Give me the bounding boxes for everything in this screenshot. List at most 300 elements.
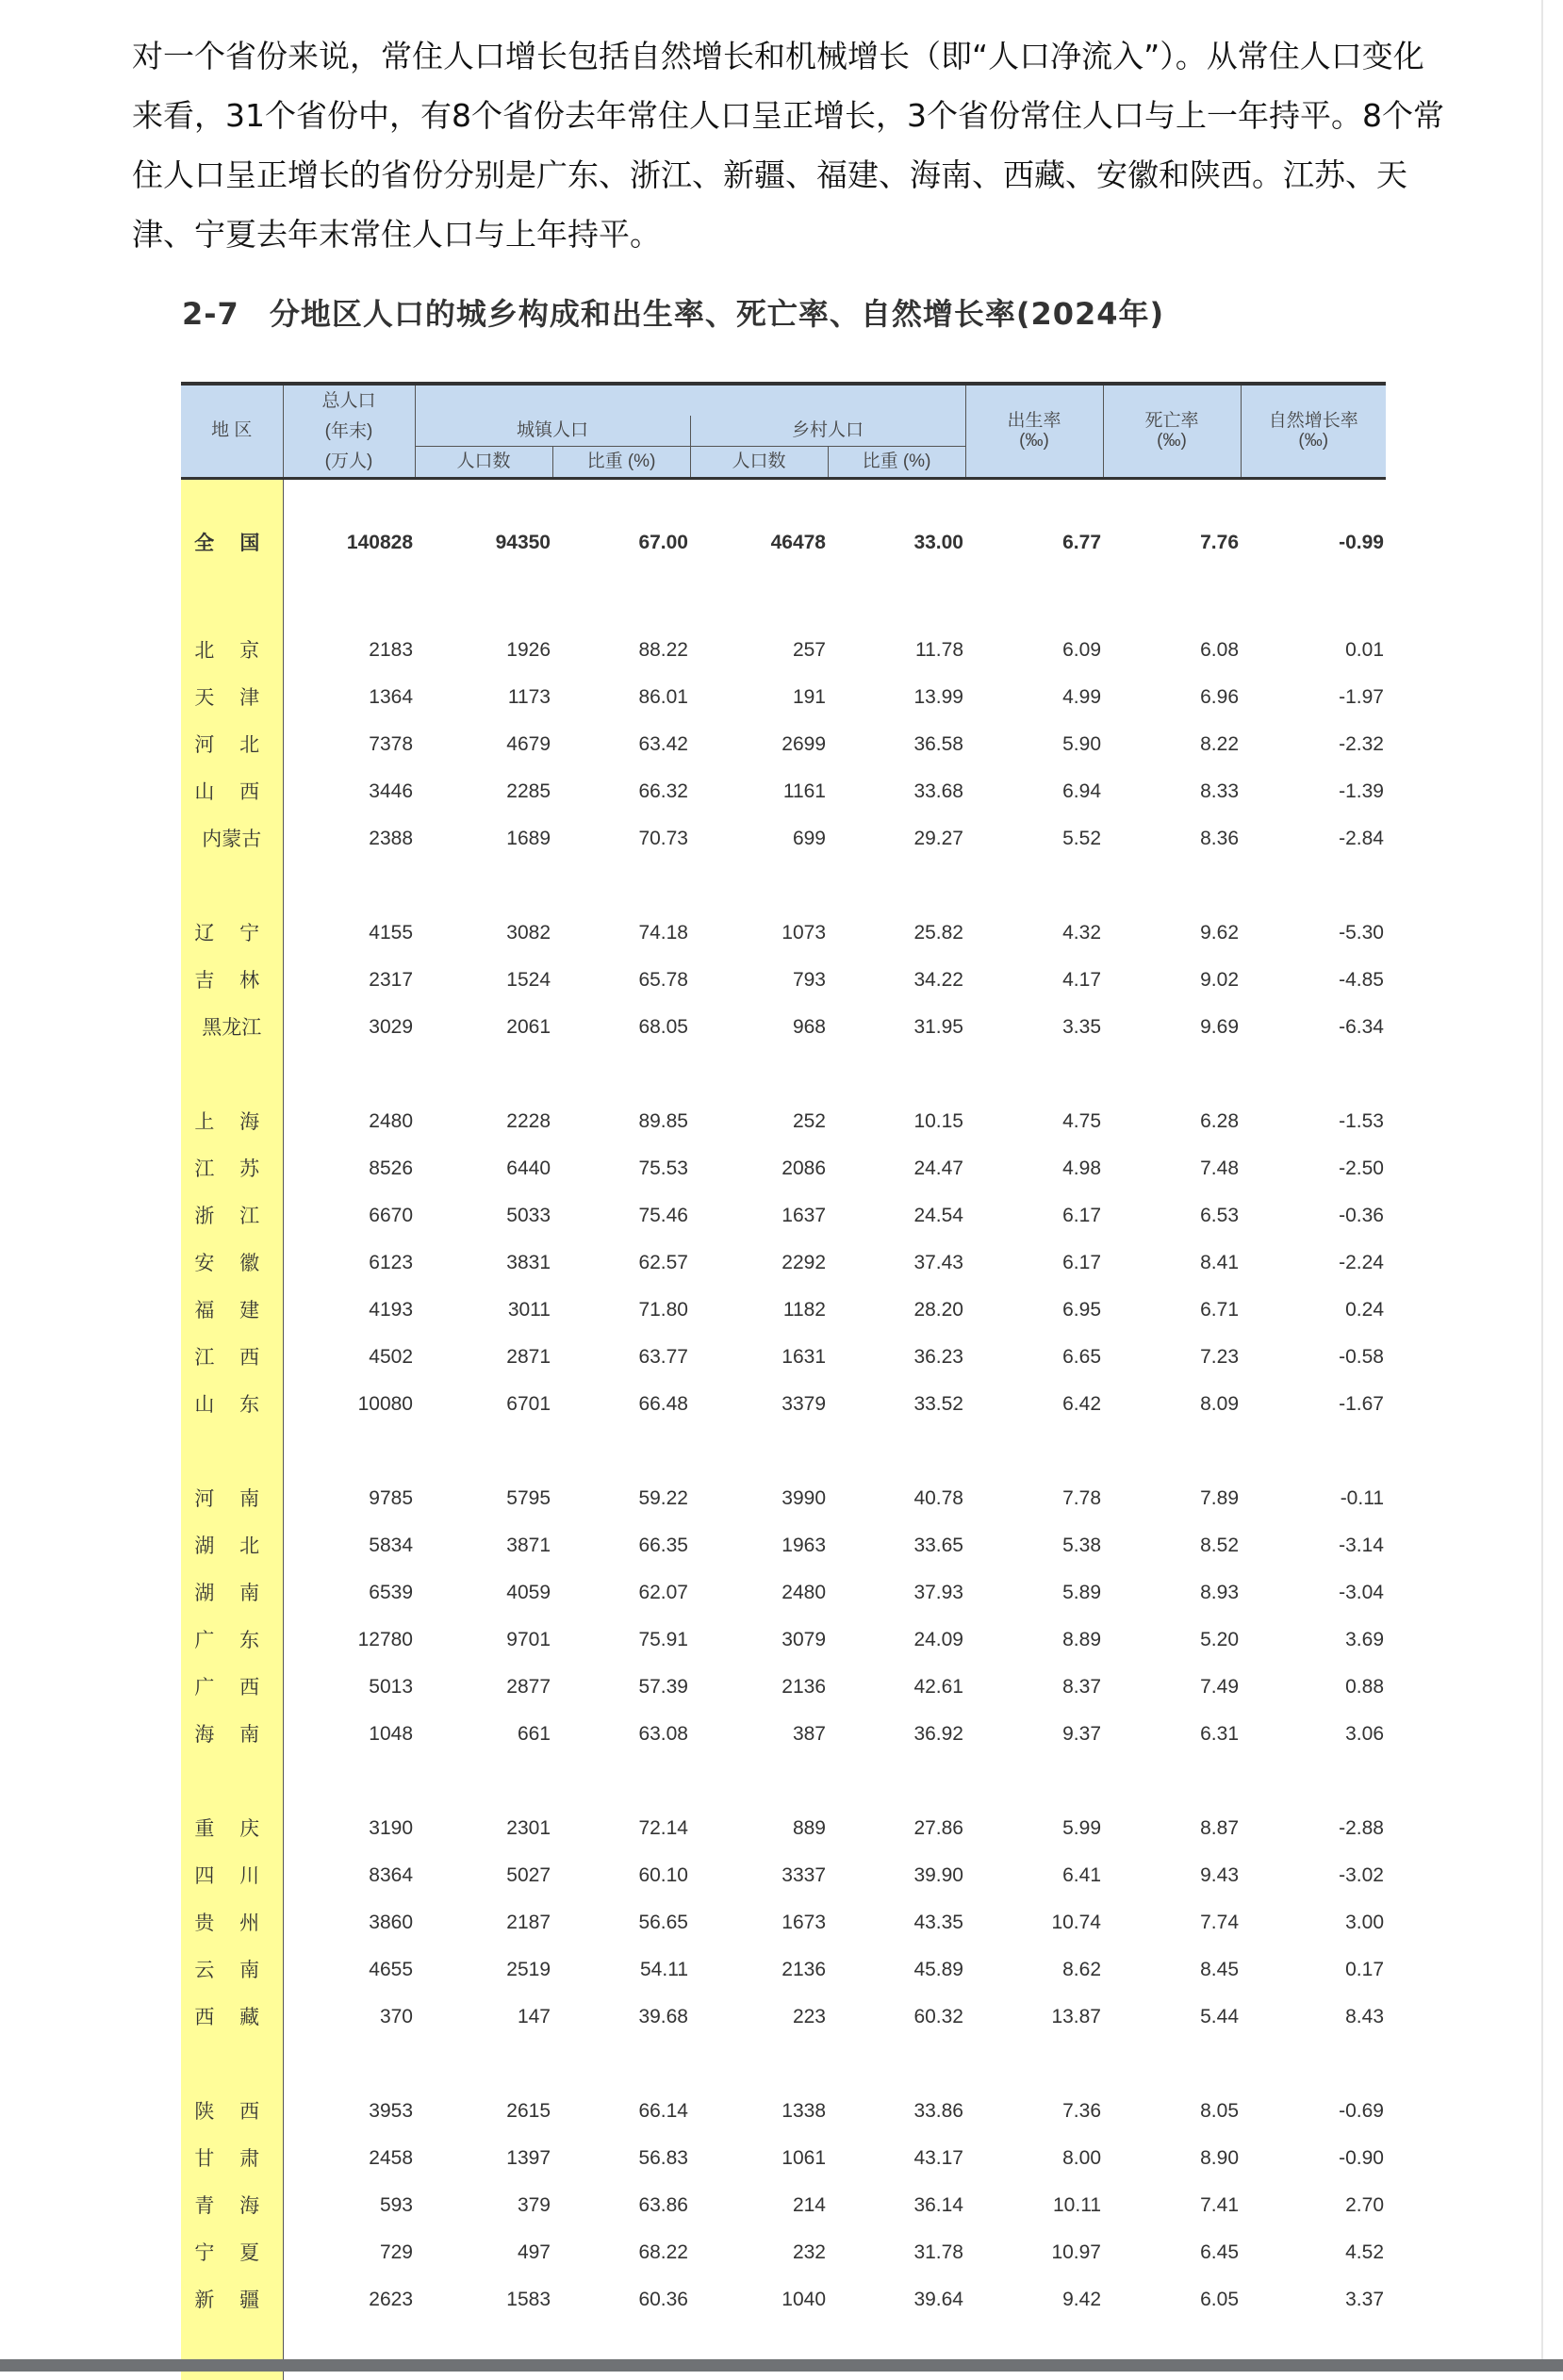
cell-growth-rate: -5.30 [1241, 910, 1386, 957]
cell-death-rate: 8.52 [1103, 1522, 1241, 1569]
cell-total: 8364 [283, 1852, 415, 1899]
cell-urban-count: 5795 [415, 1475, 552, 1522]
table-row [181, 2135, 1386, 2182]
cell-rural-share: 39.64 [828, 2276, 965, 2323]
header-rural: 乡村人口 [690, 416, 965, 447]
cell-rural-count: 3990 [690, 1475, 828, 1522]
cell-growth-rate: 0.24 [1241, 1287, 1386, 1334]
table-row [181, 1617, 1386, 1664]
cell-urban-count: 2301 [415, 1805, 552, 1852]
cell-birth-rate: 6.17 [965, 1192, 1103, 1239]
cell-birth-rate: 6.94 [965, 768, 1103, 815]
header-birth-rate [965, 384, 1103, 479]
header-growth-rate-label: 自然增长率 [1242, 412, 1387, 432]
table-row [181, 1287, 1386, 1334]
cell-rural-count: 1637 [690, 1192, 828, 1239]
cell-birth-rate: 3.35 [965, 1004, 1103, 1051]
table-row [181, 815, 1386, 862]
cell-rural-share: 42.61 [828, 1664, 965, 1711]
header-region: 地 区 [181, 384, 283, 479]
cell-birth-rate: 4.17 [965, 957, 1103, 1004]
cell-rural-share: 25.82 [828, 910, 965, 957]
cell-birth-rate: 6.42 [965, 1381, 1103, 1428]
table-row [181, 2276, 1386, 2323]
region-name: 湖 南 [181, 1569, 283, 1617]
cell-urban-share: 59.22 [552, 1475, 690, 1522]
cell-rural-share: 13.99 [828, 674, 965, 721]
region-name: 湖 北 [181, 1522, 283, 1569]
cell-birth-rate: 4.32 [965, 910, 1103, 957]
cell-growth-rate: 3.00 [1241, 1899, 1386, 1946]
national-row [181, 506, 1386, 580]
cell-urban-count: 94350 [415, 506, 552, 580]
cell-death-rate: 8.09 [1103, 1381, 1241, 1428]
table-row [181, 1334, 1386, 1381]
cell-urban-count: 1689 [415, 815, 552, 862]
header-birth-rate-unit: (‰) [966, 432, 1103, 451]
cell-total: 7378 [283, 721, 415, 768]
cell-rural-count: 1338 [690, 2088, 828, 2135]
cell-rural-share: 31.95 [828, 1004, 965, 1051]
page-edge [1541, 0, 1543, 2359]
cell-urban-count: 9701 [415, 1617, 552, 1664]
cell-death-rate: 7.89 [1103, 1475, 1241, 1522]
cell-rural-share: 11.78 [828, 627, 965, 674]
cell-urban-count: 2285 [415, 768, 552, 815]
region-name: 浙 江 [181, 1192, 283, 1239]
cell-total: 4502 [283, 1334, 415, 1381]
cell-urban-share: 57.39 [552, 1664, 690, 1711]
group-gap-row [181, 580, 1386, 627]
cell-urban-count: 5027 [415, 1852, 552, 1899]
table-row [181, 1098, 1386, 1145]
table-row [181, 1664, 1386, 1711]
cell-rural-count: 214 [690, 2182, 828, 2229]
cell-birth-rate: 4.75 [965, 1098, 1103, 1145]
table-title [182, 290, 1164, 334]
cell-rural-count: 1963 [690, 1522, 828, 1569]
cell-rural-count: 3337 [690, 1852, 828, 1899]
cell-urban-count: 4059 [415, 1569, 552, 1617]
table-header [181, 384, 1386, 479]
table-row [181, 1004, 1386, 1051]
cell-death-rate: 6.71 [1103, 1287, 1241, 1334]
cell-total: 2623 [283, 2276, 415, 2323]
cell-death-rate: 7.74 [1103, 1899, 1241, 1946]
cell-death-rate: 9.69 [1103, 1004, 1241, 1051]
cell-death-rate: 8.33 [1103, 768, 1241, 815]
cell-urban-share: 70.73 [552, 815, 690, 862]
cell-growth-rate: -2.24 [1241, 1239, 1386, 1287]
group-gap-row [181, 1428, 1386, 1475]
cell-death-rate: 9.43 [1103, 1852, 1241, 1899]
cell-rural-share: 60.32 [828, 1994, 965, 2041]
region-name: 福 建 [181, 1287, 283, 1334]
table-row [181, 768, 1386, 815]
region-name: 河 北 [181, 721, 283, 768]
cell-urban-count: 3011 [415, 1287, 552, 1334]
cell-growth-rate: 0.17 [1241, 1946, 1386, 1994]
cell-rural-count: 2699 [690, 721, 828, 768]
cell-death-rate: 8.93 [1103, 1569, 1241, 1617]
cell-urban-share: 39.68 [552, 1994, 690, 2041]
cell-growth-rate: -2.32 [1241, 721, 1386, 768]
cell-urban-count: 2061 [415, 1004, 552, 1051]
cell-growth-rate: -0.58 [1241, 1334, 1386, 1381]
cell-birth-rate: 4.99 [965, 674, 1103, 721]
cell-urban-count: 6440 [415, 1145, 552, 1192]
cell-death-rate: 5.20 [1103, 1617, 1241, 1664]
cell-rural-count: 2086 [690, 1145, 828, 1192]
cell-total: 6539 [283, 1569, 415, 1617]
cell-rural-share: 27.86 [828, 1805, 965, 1852]
table-body [181, 479, 1386, 2380]
cell-urban-share: 63.86 [552, 2182, 690, 2229]
cell-death-rate: 6.05 [1103, 2276, 1241, 2323]
table-row [181, 1805, 1386, 1852]
cell-death-rate: 9.62 [1103, 910, 1241, 957]
cell-urban-count: 1173 [415, 674, 552, 721]
cell-rural-share: 36.23 [828, 1334, 965, 1381]
cell-birth-rate: 6.41 [965, 1852, 1103, 1899]
cell-rural-count: 252 [690, 1098, 828, 1145]
cell-growth-rate: -1.53 [1241, 1098, 1386, 1145]
region-name: 陕 西 [181, 2088, 283, 2135]
region-name: 吉 林 [181, 957, 283, 1004]
intro-paragraph: 对一个省份来说，常住人口增长包括自然增长和机械增长（即“人口净流入”）。从常住人口变化来看，31个省份中，有8个省份去年常住人口呈正增长，3个省份常住人口与上一年持平。8个常住人口呈正增长的省份分别是广东、浙江、新疆、福建、海南、西藏、安徽和陕西。江苏、天津、宁夏去年末常住人口与上年持平。 [132, 26, 1452, 264]
cell-rural-share: 36.14 [828, 2182, 965, 2229]
region-name: 内蒙古 [181, 815, 283, 862]
cell-birth-rate: 10.74 [965, 1899, 1103, 1946]
region-name: 辽 宁 [181, 910, 283, 957]
region-name: 四 川 [181, 1852, 283, 1899]
cell-urban-share: 60.36 [552, 2276, 690, 2323]
cell-urban-share: 56.65 [552, 1899, 690, 1946]
cell-death-rate: 7.23 [1103, 1334, 1241, 1381]
cell-urban-count: 4679 [415, 721, 552, 768]
cell-growth-rate: -2.50 [1241, 1145, 1386, 1192]
cell-rural-count: 1161 [690, 768, 828, 815]
cell-birth-rate: 6.95 [965, 1287, 1103, 1334]
cell-growth-rate: -4.85 [1241, 957, 1386, 1004]
cell-rural-share: 10.15 [828, 1098, 965, 1145]
cell-death-rate: 8.05 [1103, 2088, 1241, 2135]
cell-growth-rate: 8.43 [1241, 1994, 1386, 2041]
region-name: 广 西 [181, 1664, 283, 1711]
table-row [181, 1946, 1386, 1994]
cell-urban-count: 1397 [415, 2135, 552, 2182]
header-urban-count: 人口数 [415, 447, 552, 479]
table-row [181, 1239, 1386, 1287]
cell-total: 5013 [283, 1664, 415, 1711]
cell-rural-count: 387 [690, 1711, 828, 1758]
region-name: 云 南 [181, 1946, 283, 1994]
cell-birth-rate: 10.11 [965, 2182, 1103, 2229]
cell-birth-rate: 5.90 [965, 721, 1103, 768]
cell-growth-rate: -6.34 [1241, 1004, 1386, 1051]
cell-growth-rate: -1.39 [1241, 768, 1386, 815]
region-name: 河 南 [181, 1475, 283, 1522]
cell-birth-rate: 7.78 [965, 1475, 1103, 1522]
cell-total: 4193 [283, 1287, 415, 1334]
cell-total: 3029 [283, 1004, 415, 1051]
table-row [181, 910, 1386, 957]
cell-rural-share: 37.93 [828, 1569, 965, 1617]
region-name: 江 苏 [181, 1145, 283, 1192]
cell-birth-rate: 6.65 [965, 1334, 1103, 1381]
cell-death-rate: 8.36 [1103, 815, 1241, 862]
header-death-rate-unit: (‰) [1104, 432, 1241, 451]
cell-urban-share: 88.22 [552, 627, 690, 674]
cell-rural-count: 2480 [690, 1569, 828, 1617]
region-name: 甘 肃 [181, 2135, 283, 2182]
cell-urban-count: 3831 [415, 1239, 552, 1287]
cell-urban-share: 60.10 [552, 1852, 690, 1899]
cell-rural-count: 1631 [690, 1334, 828, 1381]
cell-rural-share: 33.86 [828, 2088, 965, 2135]
cell-rural-count: 223 [690, 1994, 828, 2041]
cell-growth-rate: -0.11 [1241, 1475, 1386, 1522]
cell-death-rate: 7.41 [1103, 2182, 1241, 2229]
cell-birth-rate: 9.37 [965, 1711, 1103, 1758]
region-name: 全 国 [181, 506, 283, 580]
cell-rural-share: 45.89 [828, 1946, 965, 1994]
cell-death-rate: 6.96 [1103, 674, 1241, 721]
cell-rural-count: 232 [690, 2229, 828, 2276]
region-name: 广 东 [181, 1617, 283, 1664]
cell-total: 2458 [283, 2135, 415, 2182]
cell-death-rate: 6.31 [1103, 1711, 1241, 1758]
cell-rural-count: 2136 [690, 1664, 828, 1711]
cell-rural-count: 1182 [690, 1287, 828, 1334]
cell-urban-count: 2615 [415, 2088, 552, 2135]
cell-birth-rate: 9.42 [965, 2276, 1103, 2323]
cell-urban-share: 89.85 [552, 1098, 690, 1145]
cell-birth-rate: 6.09 [965, 627, 1103, 674]
spacer-row [181, 479, 1386, 507]
cell-urban-count: 379 [415, 2182, 552, 2229]
cell-total: 6123 [283, 1239, 415, 1287]
table-number: 2-7 [182, 296, 239, 332]
cell-urban-share: 62.57 [552, 1239, 690, 1287]
cell-urban-count: 147 [415, 1994, 552, 2041]
table-title-text: 分地区人口的城乡构成和出生率、死亡率、自然增长率(2024年) [270, 296, 1164, 332]
cell-growth-rate: -2.84 [1241, 815, 1386, 862]
table-row [181, 1852, 1386, 1899]
cell-rural-share: 33.68 [828, 768, 965, 815]
spacer-row [181, 2323, 1386, 2380]
cell-rural-share: 24.47 [828, 1145, 965, 1192]
cell-rural-count: 191 [690, 674, 828, 721]
header-blank [415, 384, 965, 416]
cell-rural-share: 33.00 [828, 506, 965, 580]
cell-urban-share: 63.08 [552, 1711, 690, 1758]
cell-urban-count: 2877 [415, 1664, 552, 1711]
cell-total: 140828 [283, 506, 415, 580]
cell-urban-count: 2871 [415, 1334, 552, 1381]
cell-rural-count: 699 [690, 815, 828, 862]
cell-birth-rate: 5.99 [965, 1805, 1103, 1852]
cell-rural-share: 29.27 [828, 815, 965, 862]
cell-urban-share: 66.32 [552, 768, 690, 815]
cell-rural-count: 889 [690, 1805, 828, 1852]
cell-urban-share: 68.22 [552, 2229, 690, 2276]
cell-rural-share: 39.90 [828, 1852, 965, 1899]
cell-urban-share: 75.91 [552, 1617, 690, 1664]
cell-rural-share: 40.78 [828, 1475, 965, 1522]
cell-birth-rate: 5.52 [965, 815, 1103, 862]
cell-urban-share: 75.53 [552, 1145, 690, 1192]
header-total-line3: (万人) [284, 447, 415, 477]
cell-rural-count: 1073 [690, 910, 828, 957]
cell-growth-rate: -3.04 [1241, 1569, 1386, 1617]
cell-total: 370 [283, 1994, 415, 2041]
cell-death-rate: 7.76 [1103, 506, 1241, 580]
cell-total: 3190 [283, 1805, 415, 1852]
cell-urban-count: 497 [415, 2229, 552, 2276]
cell-growth-rate: 3.69 [1241, 1617, 1386, 1664]
header-rural-count: 人口数 [690, 447, 828, 479]
cell-rural-count: 793 [690, 957, 828, 1004]
cell-birth-rate: 8.00 [965, 2135, 1103, 2182]
cell-death-rate: 8.87 [1103, 1805, 1241, 1852]
cell-urban-count: 1926 [415, 627, 552, 674]
cell-total: 1048 [283, 1711, 415, 1758]
cell-rural-share: 28.20 [828, 1287, 965, 1334]
header-urban: 城镇人口 [415, 416, 690, 447]
cell-total: 729 [283, 2229, 415, 2276]
cell-urban-share: 72.14 [552, 1805, 690, 1852]
cell-urban-share: 65.78 [552, 957, 690, 1004]
cell-urban-share: 86.01 [552, 674, 690, 721]
cell-growth-rate: -1.97 [1241, 674, 1386, 721]
cell-growth-rate: 4.52 [1241, 2229, 1386, 2276]
cell-urban-share: 68.05 [552, 1004, 690, 1051]
table-row [181, 1711, 1386, 1758]
header-rural-share: 比重 (%) [828, 447, 965, 479]
cell-growth-rate: 0.01 [1241, 627, 1386, 674]
region-name: 黑龙江 [181, 1004, 283, 1051]
cell-rural-share: 43.17 [828, 2135, 965, 2182]
cell-growth-rate: -0.69 [1241, 2088, 1386, 2135]
cell-urban-share: 63.77 [552, 1334, 690, 1381]
table-row [181, 1192, 1386, 1239]
region-name: 上 海 [181, 1098, 283, 1145]
cell-death-rate: 8.22 [1103, 721, 1241, 768]
cell-urban-share: 75.46 [552, 1192, 690, 1239]
cell-total: 6670 [283, 1192, 415, 1239]
cell-urban-share: 62.07 [552, 1569, 690, 1617]
header-death-rate-label: 死亡率 [1104, 412, 1241, 432]
group-gap-row [181, 1758, 1386, 1805]
cell-growth-rate: -0.99 [1241, 506, 1386, 580]
cell-birth-rate: 8.89 [965, 1617, 1103, 1664]
cell-total: 1364 [283, 674, 415, 721]
bottom-strip [0, 2359, 1563, 2372]
header-total [283, 384, 415, 479]
cell-rural-share: 43.35 [828, 1899, 965, 1946]
cell-rural-count: 1673 [690, 1899, 828, 1946]
table-row [181, 2182, 1386, 2229]
cell-growth-rate: -2.88 [1241, 1805, 1386, 1852]
cell-rural-count: 1040 [690, 2276, 828, 2323]
cell-total: 8526 [283, 1145, 415, 1192]
cell-total: 3446 [283, 768, 415, 815]
cell-death-rate: 8.41 [1103, 1239, 1241, 1287]
cell-urban-share: 63.42 [552, 721, 690, 768]
header-death-rate [1103, 384, 1241, 479]
cell-urban-count: 3082 [415, 910, 552, 957]
cell-death-rate: 6.28 [1103, 1098, 1241, 1145]
region-name: 北 京 [181, 627, 283, 674]
region-name: 山 东 [181, 1381, 283, 1428]
cell-total: 9785 [283, 1475, 415, 1522]
cell-death-rate: 8.90 [1103, 2135, 1241, 2182]
table-row [181, 957, 1386, 1004]
region-name: 重 庆 [181, 1805, 283, 1852]
region-name: 安 徽 [181, 1239, 283, 1287]
cell-urban-count: 3871 [415, 1522, 552, 1569]
table-row [181, 1899, 1386, 1946]
population-table [181, 382, 1386, 2380]
header-urban-share: 比重 (%) [552, 447, 690, 479]
cell-total: 2317 [283, 957, 415, 1004]
cell-death-rate: 5.44 [1103, 1994, 1241, 2041]
cell-rural-share: 34.22 [828, 957, 965, 1004]
cell-total: 5834 [283, 1522, 415, 1569]
cell-urban-share: 71.80 [552, 1287, 690, 1334]
cell-growth-rate: -0.90 [1241, 2135, 1386, 2182]
region-name: 宁 夏 [181, 2229, 283, 2276]
cell-urban-count: 5033 [415, 1192, 552, 1239]
cell-urban-count: 661 [415, 1711, 552, 1758]
cell-birth-rate: 8.37 [965, 1664, 1103, 1711]
cell-total: 3860 [283, 1899, 415, 1946]
cell-growth-rate: -3.02 [1241, 1852, 1386, 1899]
cell-birth-rate: 8.62 [965, 1946, 1103, 1994]
cell-rural-share: 36.92 [828, 1711, 965, 1758]
cell-rural-count: 2136 [690, 1946, 828, 1994]
region-name: 新 疆 [181, 2276, 283, 2323]
group-gap-row [181, 1051, 1386, 1098]
cell-birth-rate: 10.97 [965, 2229, 1103, 2276]
cell-rural-count: 46478 [690, 506, 828, 580]
table-row [181, 1522, 1386, 1569]
cell-total: 3953 [283, 2088, 415, 2135]
region-name: 西 藏 [181, 1994, 283, 2041]
cell-rural-count: 1061 [690, 2135, 828, 2182]
region-name: 江 西 [181, 1334, 283, 1381]
cell-total: 2388 [283, 815, 415, 862]
cell-urban-share: 54.11 [552, 1946, 690, 1994]
header-total-line2: (年末) [284, 417, 415, 447]
cell-death-rate: 7.49 [1103, 1664, 1241, 1711]
cell-growth-rate: -0.36 [1241, 1192, 1386, 1239]
cell-death-rate: 6.45 [1103, 2229, 1241, 2276]
cell-urban-count: 2187 [415, 1899, 552, 1946]
cell-rural-count: 3079 [690, 1617, 828, 1664]
table-row [181, 2229, 1386, 2276]
cell-birth-rate: 5.89 [965, 1569, 1103, 1617]
cell-growth-rate: 3.06 [1241, 1711, 1386, 1758]
table-row [181, 1994, 1386, 2041]
table-row [181, 721, 1386, 768]
cell-total: 4655 [283, 1946, 415, 1994]
header-growth-rate-unit: (‰) [1242, 432, 1387, 451]
group-gap-row [181, 862, 1386, 910]
cell-urban-share: 74.18 [552, 910, 690, 957]
cell-rural-share: 33.65 [828, 1522, 965, 1569]
